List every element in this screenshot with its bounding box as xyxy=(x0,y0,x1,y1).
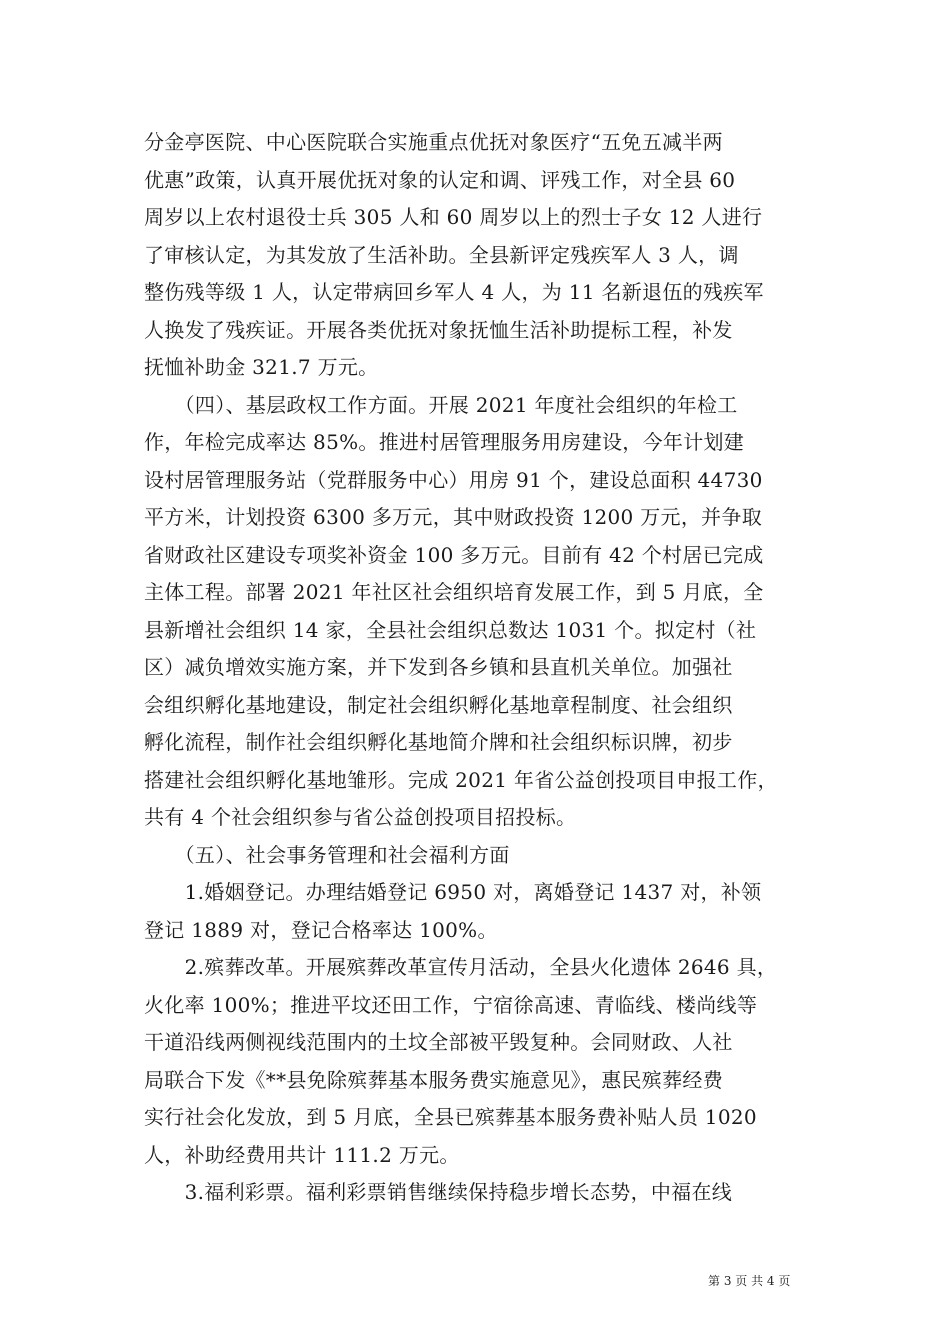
text-line: 实行社会化发放，到 5 月底，全县已殡葬基本服务费补贴人员 1020 xyxy=(144,1105,757,1129)
body-text xyxy=(144,124,806,1212)
text-line: （四）、基层政权工作方面。开展 2021 年度社会组织的年检工 xyxy=(144,392,738,417)
text-line: 3.福利彩票。福利彩票销售继续保持稳步增长态势，中福在线 xyxy=(144,1180,733,1204)
text-line: 干道沿线两侧视线范围内的土坟全部被平毁复种。会同财政、人社 xyxy=(144,1030,733,1054)
text-line: 周岁以上农村退役士兵 305 人和 60 周岁以上的烈士子女 12 人进行 xyxy=(144,205,763,229)
text-line: 会组织孵化基地建设，制定社会组织孵化基地章程制度、社会组织 xyxy=(144,692,733,717)
text-line: 火化率 100%；推进平坟还田工作，宁宿徐高速、青临线、楼尚线等 xyxy=(144,992,758,1017)
text-line: 平方米，计划投资 6300 多万元，其中财政投资 1200 万元，并争取 xyxy=(144,505,763,529)
text-line: 搭建社会组织孵化基地雏形。完成 2021 年省公益创投项目申报工作， xyxy=(144,767,778,792)
text-line: 了审核认定，为其发放了生活补助。全县新评定残疾军人 3 人，调 xyxy=(144,242,739,267)
text-line: 主体工程。部署 2021 年社区社会组织培育发展工作，到 5 月底，全 xyxy=(144,580,764,604)
text-line: 孵化流程，制作社会组织孵化基地简介牌和社会组织标识牌，初步 xyxy=(144,730,733,754)
text-line: 优惠”政策，认真开展优抚对象的认定和调、评残工作，对全县 60 xyxy=(144,167,736,192)
text-line: 登记 1889 对，登记合格率达 100%。 xyxy=(144,917,498,942)
text-line: 抚恤补助金 321.7 万元。 xyxy=(144,355,379,379)
text-line: 区）减负增效实施方案，并下发到各乡镇和县直机关单位。加强社 xyxy=(144,655,733,679)
text-line: 2.殡葬改革。开展殡葬改革宣传月活动，全县火化遗体 2646 具， xyxy=(144,955,778,979)
page-number: 第 3 页 共 4 页 xyxy=(708,1274,791,1288)
text-line: 设村居管理服务站（党群服务中心）用房 91 个，建设总面积 44730 xyxy=(144,467,763,492)
text-line: 局联合下发《**县免除殡葬基本服务费实施意见》，惠民殡葬经费 xyxy=(144,1067,723,1092)
text-line: 分金亭医院、中心医院联合实施重点优抚对象医疗“五免五减半两 xyxy=(144,130,723,154)
text-line: 1.婚姻登记。办理结婚登记 6950 对，离婚登记 1437 对，补领 xyxy=(144,880,762,904)
text-line: 县新增社会组织 14 家，全县社会组织总数达 1031 个。拟定村（社 xyxy=(144,617,757,642)
text-line: 共有 4 个社会组织参与省公益创投项目招投标。 xyxy=(144,805,577,829)
text-line: （五）、社会事务管理和社会福利方面 xyxy=(144,842,510,867)
text-line: 整伤残等级 1 人，认定带病回乡军人 4 人，为 11 名新退伍的残疾军 xyxy=(144,280,764,304)
text-line: 人，补助经费用共计 111.2 万元。 xyxy=(144,1142,460,1167)
text-line: 人换发了残疾证。开展各类优抚对象抚恤生活补助提标工程，补发 xyxy=(144,317,733,342)
text-line: 省财政社区建设专项奖补资金 100 多万元。目前有 42 个村居已完成 xyxy=(144,542,764,567)
text-line: 作，年检完成率达 85%。推进村居管理服务用房建设，今年计划建 xyxy=(144,430,745,454)
